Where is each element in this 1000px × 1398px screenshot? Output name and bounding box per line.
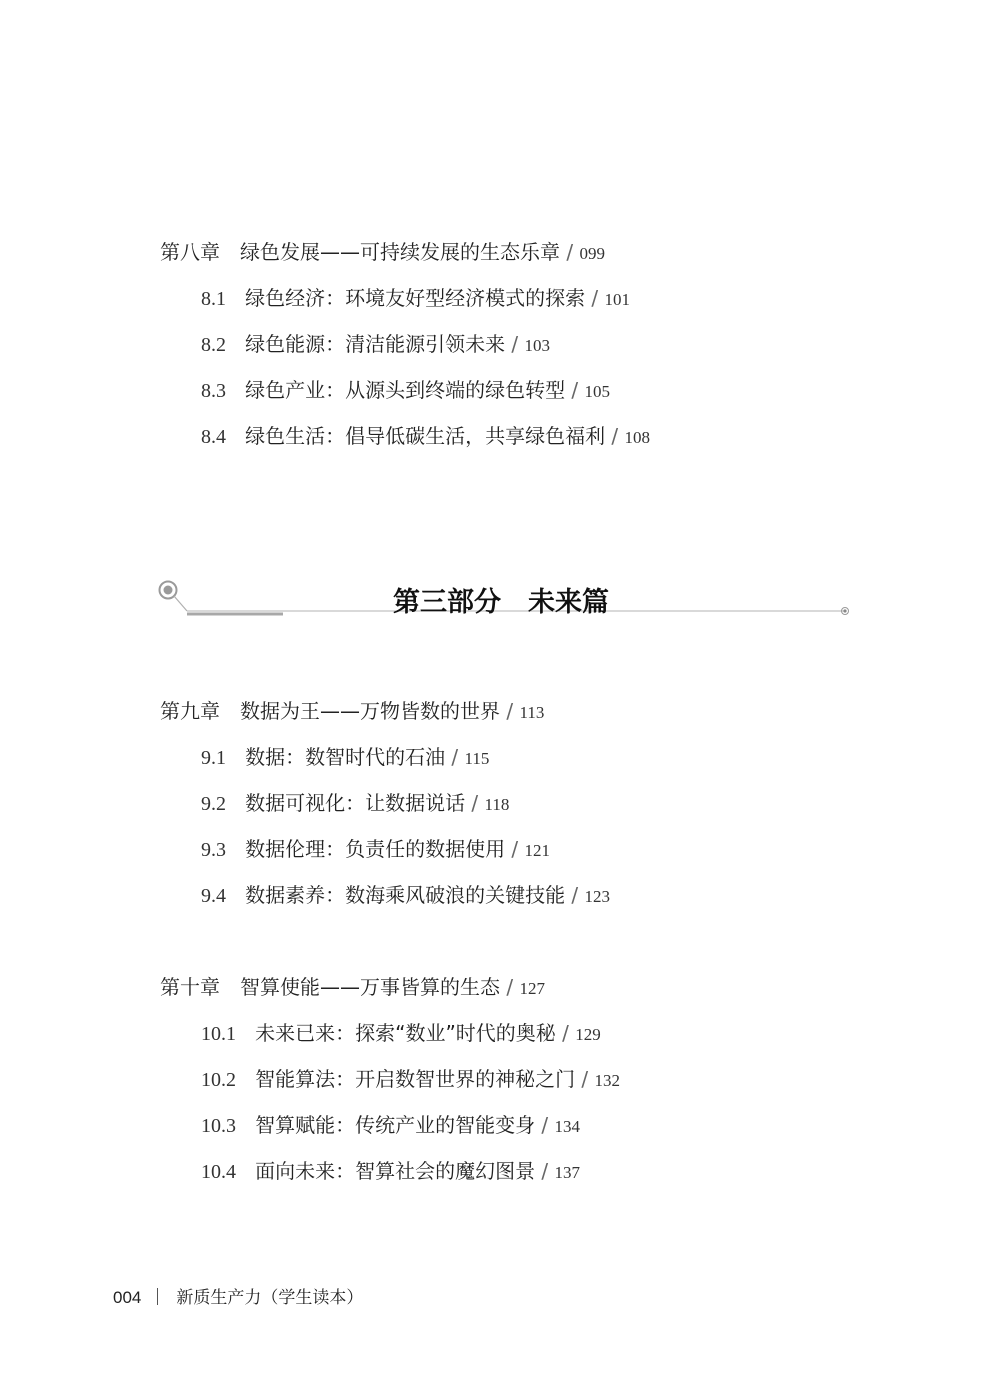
section-number: 10.4 xyxy=(201,1161,236,1183)
section-10-2[interactable]: 10.2 智能算法：开启数智世界的神秘之门 / 132 xyxy=(201,1067,621,1091)
section-page: 108 xyxy=(624,428,651,447)
section-8-4[interactable]: 8.4 绿色生活：倡导低碳生活，共享绿色福利 / 108 xyxy=(201,424,651,448)
footer-page-number: 004 xyxy=(113,1288,142,1307)
section-title: 数据：数智时代的石油 xyxy=(245,745,446,769)
section-title: 数据可视化：让数据说话 xyxy=(245,791,466,815)
section-title: 数据伦理：负责任的数据使用 xyxy=(245,837,506,861)
ornament-thick-bar xyxy=(187,613,283,616)
section-number: 9.1 xyxy=(201,747,226,769)
section-number: 9.4 xyxy=(201,885,226,907)
section-title: 数据素养：数海乘风破浪的关键技能 xyxy=(245,883,566,907)
section-number: 8.1 xyxy=(201,288,226,310)
page-footer xyxy=(113,1283,363,1308)
section-10-1[interactable]: 10.1 未来已来：探索“数业”时代的奥秘 / 129 xyxy=(201,1021,601,1045)
section-title: 面向未来：智算社会的魔幻图景 xyxy=(255,1159,536,1183)
section-number: 10.3 xyxy=(201,1115,236,1137)
section-page: 118 xyxy=(484,795,510,814)
section-8-1[interactable]: 8.1 绿色经济：环境友好型经济模式的探索 / 101 xyxy=(201,286,631,310)
section-page: 137 xyxy=(554,1163,581,1182)
section-number: 10.1 xyxy=(201,1023,236,1045)
chapter-8-entry[interactable]: 第八章 绿色发展——可持续发展的生态乐章 / 099 xyxy=(160,240,605,264)
section-title: 智能算法：开启数智世界的神秘之门 xyxy=(255,1067,576,1091)
section-number: 8.2 xyxy=(201,334,226,356)
section-title: 绿色经济：环境友好型经济模式的探索 xyxy=(245,286,586,310)
section-page: 105 xyxy=(584,382,611,401)
section-9-4[interactable]: 9.4 数据素养：数海乘风破浪的关键技能 / 123 xyxy=(201,883,611,907)
section-9-3[interactable]: 9.3 数据伦理：负责任的数据使用 / 121 xyxy=(201,837,551,861)
footer-book-title: 新质生产力（学生读本） xyxy=(176,1288,364,1308)
chapter-9-title: 第九章 数据为王——万物皆数的世界 xyxy=(160,699,500,723)
section-8-2[interactable]: 8.2 绿色能源：清洁能源引领未来 / 103 xyxy=(201,332,551,356)
section-title: 智算赋能：传统产业的智能变身 xyxy=(255,1113,536,1137)
section-page: 134 xyxy=(554,1117,581,1136)
section-number: 8.4 xyxy=(201,426,226,448)
chapter-10-title: 第十章 智算使能——万事皆算的生态 xyxy=(160,975,500,999)
chapter-9-entry[interactable]: 第九章 数据为王——万物皆数的世界 / 113 xyxy=(160,699,545,723)
section-page: 121 xyxy=(524,841,551,860)
chapter-8-title: 第八章 绿色发展——可持续发展的生态乐章 xyxy=(160,240,560,264)
section-title: 绿色能源：清洁能源引领未来 xyxy=(245,332,506,356)
section-page: 103 xyxy=(524,336,551,355)
section-9-1[interactable]: 9.1 数据：数智时代的石油 / 115 xyxy=(201,745,490,769)
chapter-8-page: 099 xyxy=(579,244,605,263)
section-number: 9.3 xyxy=(201,839,226,861)
part-3-title: 第三部分 未来篇 xyxy=(393,587,609,618)
section-page: 115 xyxy=(464,749,490,768)
chapter-10-entry[interactable]: 第十章 智算使能——万事皆算的生态 / 127 xyxy=(160,975,545,999)
section-title: 绿色生活：倡导低碳生活，共享绿色福利 xyxy=(245,424,606,448)
section-page: 132 xyxy=(594,1071,621,1090)
section-title: 绿色产业：从源头到终端的绿色转型 xyxy=(245,378,566,402)
section-number: 9.2 xyxy=(201,793,226,815)
section-title: 未来已来：探索“数业”时代的奥秘 xyxy=(255,1021,556,1045)
chapter-9-page: 113 xyxy=(519,703,545,722)
section-number: 10.2 xyxy=(201,1069,236,1091)
section-page: 123 xyxy=(584,887,611,906)
chapter-10-page: 127 xyxy=(519,979,545,998)
section-number: 8.3 xyxy=(201,380,226,402)
footer-divider xyxy=(157,1288,158,1305)
section-page: 101 xyxy=(604,290,631,309)
section-9-2[interactable]: 9.2 数据可视化：让数据说话 / 118 xyxy=(201,791,510,815)
section-page: 129 xyxy=(575,1025,601,1044)
section-8-3[interactable]: 8.3 绿色产业：从源头到终端的绿色转型 / 105 xyxy=(201,378,611,402)
section-10-4[interactable]: 10.4 面向未来：智算社会的魔幻图景 / 137 xyxy=(201,1159,581,1183)
section-10-3[interactable]: 10.3 智算赋能：传统产业的智能变身 / 134 xyxy=(201,1113,581,1137)
